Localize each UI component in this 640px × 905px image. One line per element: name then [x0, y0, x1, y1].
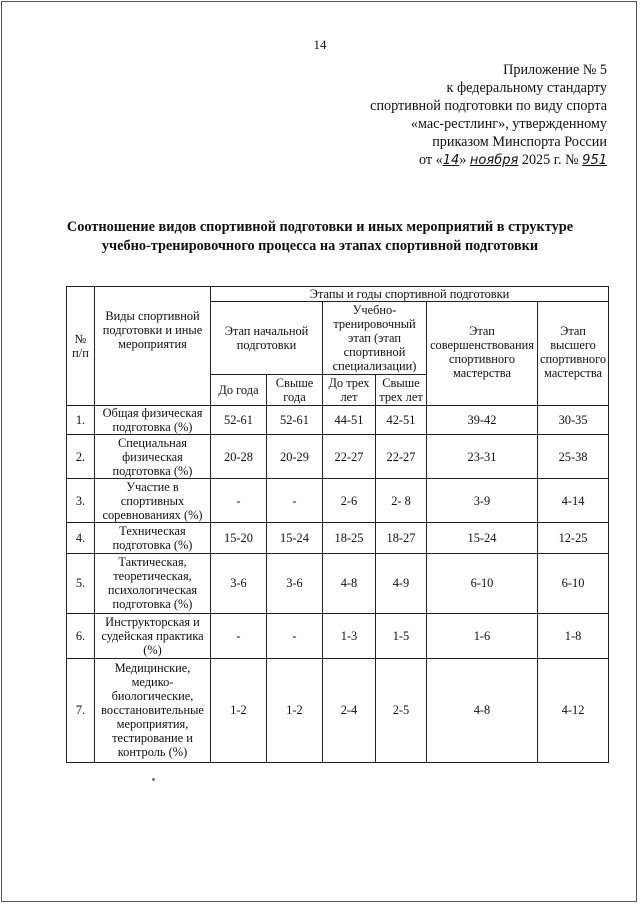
- cell-value: 15-20: [211, 523, 267, 553]
- cell-value: 6-10: [538, 553, 609, 613]
- page-number: 14: [313, 37, 327, 52]
- training-ratio-table: [66, 286, 609, 763]
- header-stages: Этапы и годы спортивной подготовки: [211, 287, 609, 302]
- table-row: [67, 523, 609, 553]
- row-num: 2.: [67, 435, 95, 479]
- cell-value: 12-25: [538, 523, 609, 553]
- sub-over-three-years: Свыше трех лет: [376, 375, 427, 406]
- cell-value: 39-42: [427, 406, 538, 435]
- sub-up-to-year: До года: [211, 375, 267, 406]
- cell-value: 18-25: [323, 523, 376, 553]
- cell-value: 2-4: [323, 658, 376, 762]
- header-types: Виды спортивной подготовки и иные мероприятия: [95, 287, 211, 406]
- cell-value: 52-61: [211, 406, 267, 435]
- row-num: 6.: [67, 613, 95, 658]
- cell-value: 4-12: [538, 658, 609, 762]
- row-name: Общая физическая подготовка (%): [95, 406, 211, 435]
- cell-value: 1-6: [427, 613, 538, 658]
- cell-value: 44-51: [323, 406, 376, 435]
- scan-speck: [152, 778, 155, 781]
- cell-value: 2-5: [376, 658, 427, 762]
- title-line-1: Соотношение видов спортивной подготовки и иных мероприятий в структуре: [66, 219, 574, 235]
- appendix-line-3: спортивной подготовки по виду спорта: [370, 98, 607, 114]
- row-name: Участие в спортивных соревнованиях (%): [95, 479, 211, 523]
- cell-value: 4-9: [376, 553, 427, 613]
- cell-value: 2- 8: [376, 479, 427, 523]
- cell-value: 42-51: [376, 406, 427, 435]
- handwritten-order-number: 951: [582, 153, 607, 168]
- table-row: [67, 553, 609, 613]
- cell-value: -: [211, 479, 267, 523]
- cell-value: 1-5: [376, 613, 427, 658]
- cell-value: 20-28: [211, 435, 267, 479]
- cell-value: 25-38: [538, 435, 609, 479]
- date-prefix: от «: [418, 152, 443, 168]
- cell-value: 30-35: [538, 406, 609, 435]
- header-initial-stage: Этап начальной подготовки: [211, 302, 323, 375]
- cell-value: 1-2: [267, 658, 323, 762]
- date-year: 2025 г. №: [521, 152, 579, 168]
- cell-value: 1-3: [323, 613, 376, 658]
- cell-value: 3-6: [211, 553, 267, 613]
- date-day-close: »: [459, 152, 467, 168]
- cell-value: 6-10: [427, 553, 538, 613]
- table-row: [67, 435, 609, 479]
- cell-value: -: [267, 479, 323, 523]
- cell-value: 4-8: [323, 553, 376, 613]
- cell-value: 18-27: [376, 523, 427, 553]
- cell-value: 2-6: [323, 479, 376, 523]
- header-improvement-stage: Этап совершенствования спортивного мастерства: [427, 302, 538, 406]
- table-row: [67, 406, 609, 435]
- header-num: № п/п: [67, 287, 95, 406]
- cell-value: 3-6: [267, 553, 323, 613]
- cell-value: -: [267, 613, 323, 658]
- appendix-line-1: Приложение № 5: [503, 62, 607, 78]
- cell-value: 4-8: [427, 658, 538, 762]
- row-name: Медицинские, медико-биологические, восстановительные мероприятия, тестирование и контроль (%): [95, 658, 211, 762]
- table-row: [67, 658, 609, 762]
- row-name: Инструкторская и судейская практика (%): [95, 613, 211, 658]
- cell-value: 3-9: [427, 479, 538, 523]
- row-num: 4.: [67, 523, 95, 553]
- cell-value: 20-29: [267, 435, 323, 479]
- row-num: 7.: [67, 658, 95, 762]
- sub-up-to-three-years: До трех лет: [323, 375, 376, 406]
- cell-value: 22-27: [376, 435, 427, 479]
- row-num: 3.: [67, 479, 95, 523]
- appendix-line-5: приказом Минспорта России: [432, 134, 607, 150]
- row-name: Техническая подготовка (%): [95, 523, 211, 553]
- appendix-line-2: к федеральному стандарту: [446, 80, 607, 96]
- order-date-line: [307, 151, 607, 170]
- row-num: 5.: [67, 553, 95, 613]
- row-name: Тактическая, теоретическая, психологическая подготовка (%): [95, 553, 211, 613]
- cell-value: 22-27: [323, 435, 376, 479]
- table-row: [67, 479, 609, 523]
- handwritten-day: 14: [442, 153, 460, 168]
- cell-value: 15-24: [267, 523, 323, 553]
- cell-value: -: [211, 613, 267, 658]
- cell-value: 4-14: [538, 479, 609, 523]
- cell-value: 1-8: [538, 613, 609, 658]
- appendix-line-4: «мас-рестлинг», утвержденному: [410, 116, 607, 132]
- cell-value: 1-2: [211, 658, 267, 762]
- row-name: Специальная физическая подготовка (%): [95, 435, 211, 479]
- title-line-2: учебно-тренировочного процесса на этапах спортивной подготовки: [101, 238, 539, 254]
- handwritten-month: ноября: [469, 153, 519, 168]
- cell-value: 15-24: [427, 523, 538, 553]
- document-title: [0, 218, 640, 256]
- appendix-header: [307, 61, 607, 170]
- sub-over-year: Свыше года: [267, 375, 323, 406]
- cell-value: 23-31: [427, 435, 538, 479]
- header-training-stage: Учебно-тренировочный этап (этап спортивной специализации): [323, 302, 427, 375]
- row-num: 1.: [67, 406, 95, 435]
- table-row: [67, 613, 609, 658]
- cell-value: 52-61: [267, 406, 323, 435]
- header-highest-stage: Этап высшего спортивного мастерства: [538, 302, 609, 406]
